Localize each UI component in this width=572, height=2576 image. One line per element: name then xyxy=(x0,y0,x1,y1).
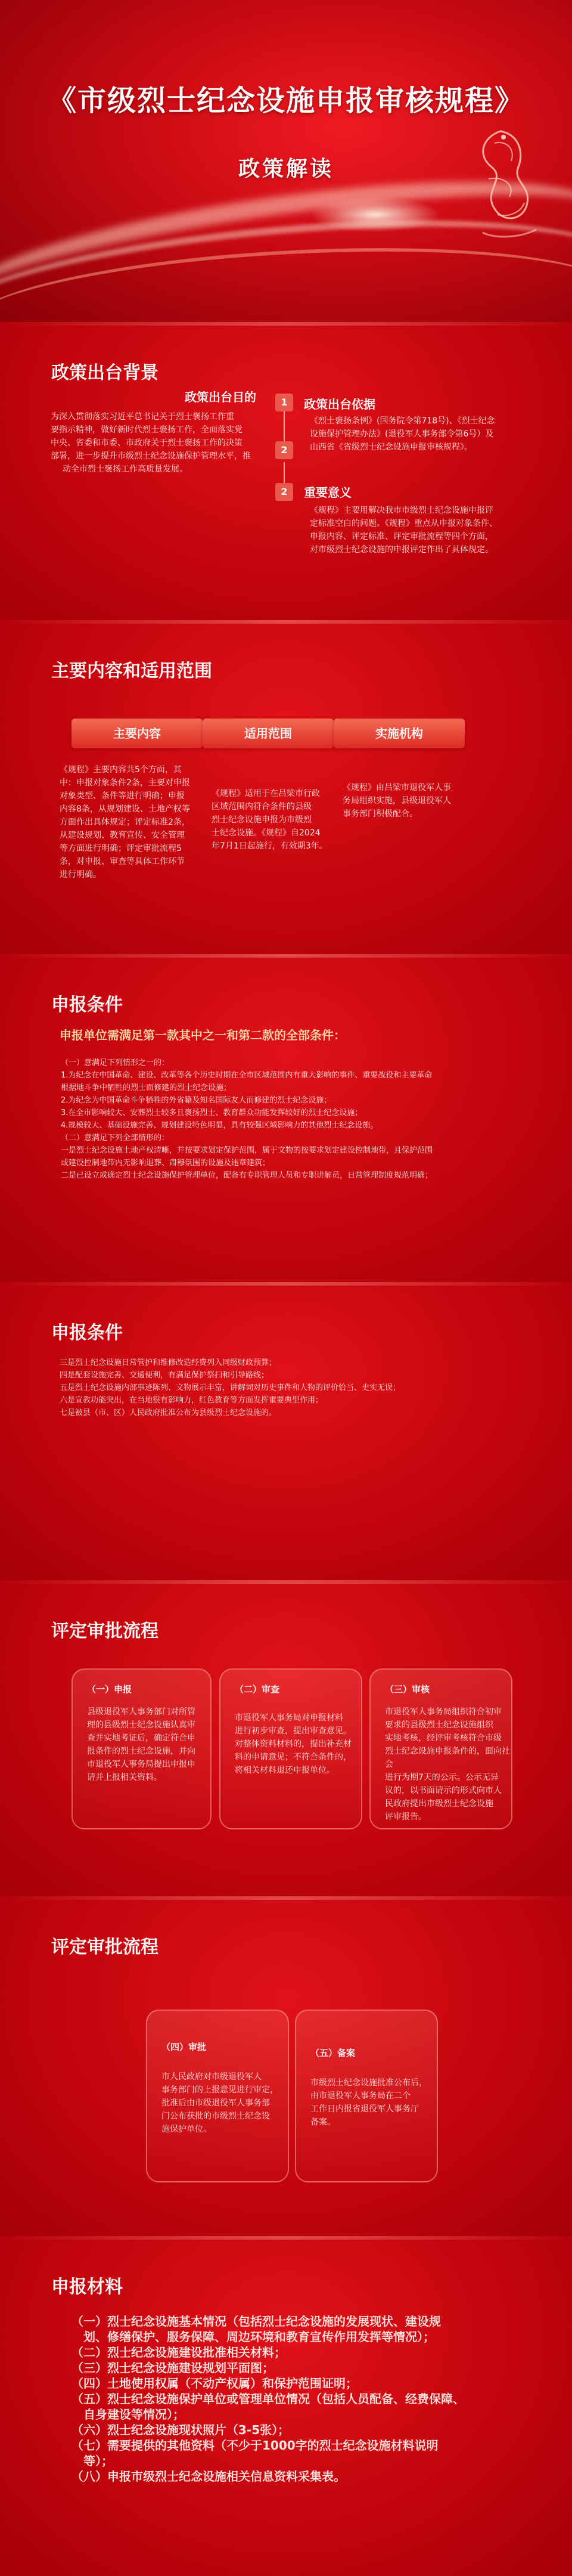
timeline-number: 2 xyxy=(275,483,293,501)
dragon-icon xyxy=(459,119,548,250)
card-title: （五）备案 xyxy=(310,2048,356,2058)
timeline-number: 2 xyxy=(275,441,293,459)
page-subtitle: 政策解读 xyxy=(238,156,334,181)
card-text: 市退役军人事务局组织符合初审 要求的县级烈士纪念设施组织 实地考核，经评审考核符合市级 烈士纪念设施申报条件的，面向社会 进行为期7天的公示。公示无异 议的，以书面请示的形式向市人 民政府提出市级烈士纪念设施 评审报告。 xyxy=(385,1707,510,1822)
card-text: 市退役军人事务局对申报材料 进行初步审查，提出审查意见。 对整体资料材料的，提出补充材 料的申请意见；不符合条件的， 将相关材料退还申报单位。 xyxy=(235,1713,352,1775)
conditions-list: 三是烈士纪念设施日常管护和维修改造经费列入同级财政预算； 四是配套设施完善、交通便利，有满足保护祭扫和引导路线； 五是烈士纪念设施内部事迹陈列、文物展示丰富，讲解词对历史事件和人物的评价恰当、史实无误； 六是宣教功能突出，在当地很有影响力，红色教育等方面发挥重要典型作用； 七是被县（市、区）人民政府批准公布为县级烈士纪念设施的。 xyxy=(60,1358,401,1417)
decorative-glow xyxy=(310,197,441,233)
section-background xyxy=(0,322,572,620)
basis-text: 《烈士褒扬条例》(国务院令第718号)、《烈士纪念 设施保护管理办法》(退役军人事务部令第6号）及 山西省《省级烈士纪念设施申报审核规程》。 xyxy=(310,416,495,452)
tab-main-content: 主要内容 xyxy=(72,719,203,748)
section-title: 评定审批流程 xyxy=(51,1937,158,1958)
section-scope xyxy=(0,620,572,954)
card-text: 市级烈士纪念设施批准公布后， 由市退役军人事务局在二个 工作日内报省退役军人事务厅 备案。 xyxy=(310,2078,427,2127)
main-content-text: 《规程》主要内容共5个方面，其 中：申报对象条件2条，主要对申报 对象类型、条件等进行明确；申报 内容8条，从规划建设、土地产权等 方面作出具体规定；评定标准2条， 从建设规划、教育宣传、安全管理 等方面进行明确；评定审批流程5 条，对申报、审查等具体工作环节 进行明确。 xyxy=(60,765,190,880)
hero-banner xyxy=(0,0,572,322)
card-title: （一）申报 xyxy=(87,1684,132,1695)
card-title: （三）审核 xyxy=(385,1684,430,1695)
section-title: 申报材料 xyxy=(51,2277,123,2298)
materials-list: （一）烈士纪念设施基本情况（包括烈士纪念设施的发展现状、建设规 划、修缮保护、服务保障、周边环境和教育宣传作用发挥等情况）； （二）烈士纪念设施建设批准相关材料； （三）烈士纪念设施建设规划平面图； （四）土地使用权属（不动产权属）和保护范围证明； （五）烈士纪念设施保护单位或管理单位情况（包括人员配备、经费保障、 自身建设等情况）； （六）烈士纪念设施现状照片（3-5张）； （七）需要提供的其他资料（不少于1000字的烈士纪念设施材料说明 等）； （八）申报市级烈士纪念设施相关信息资料采集表。 xyxy=(72,2314,465,2484)
purpose-title: 政策出台目的 xyxy=(185,390,256,404)
card-title: （二）审查 xyxy=(235,1684,280,1695)
card-text: 县级退役军人事务部门对所管 理的县级烈士纪念设施认真审 查并实地考证后，确定符合申 报条件的烈士纪念设施，并向 市退役军人事务局提出申报申 请并上报相关资料。 xyxy=(87,1707,195,1782)
significance-text: 《规程》主要用解决我市市级烈士纪念设施申报评 定标准空白的问题。《规程》重点从申报对象条件、 申报内容、评定标准、评定审批流程等四个方面， 对市级烈士纪念设施的申报评定作出了具体规定。 xyxy=(310,506,498,555)
tab-scope: 适用范围 xyxy=(203,719,334,748)
timeline-connector xyxy=(284,411,285,441)
section-process-1 xyxy=(0,1580,572,1896)
section-process-2 xyxy=(0,1896,572,2236)
process-card-apply xyxy=(72,1668,212,1829)
tab-implementer: 实施机构 xyxy=(334,719,465,748)
process-card-approve xyxy=(146,2010,289,2182)
section-title: 申报条件 xyxy=(51,995,123,1015)
page-title: 《市级烈士纪念设施申报审核规程》 xyxy=(47,84,524,117)
conditions-list: （一）意满足下列情形之一的： 1.为纪念在中国革命、建设、改革等各个历史时期在全市区域范围内有重大影响的事件、重要战役和主要革命 根据地斗争中牺牲的烈士而修建的烈士纪念设施； 2.为纪念为中国革命斗争牺牲的外省籍及知名国际友人而修建的烈士纪念设施； 3.在全市影响较大、安葬烈士较多且褒扬烈士、教育群众功能发挥较好的烈士纪念设施； 4.规模较大、基础设施完善、规划建设特色明显，具有较强区域影响力的其他烈士纪念设施。 （二）意满足下列全部情形的： 一是烈士纪念设施土地产权清晰，并按要求划定保护范围，属于文物的按要求划定建设控制地带，且保护范围 或建设控制地带内无影响退葬、肃穆氛围的设施及违章建筑； 二是已设立或确定烈士纪念设施保护管理单位，配备有专职管理人员和专职讲解员，日常管理制度规范明确； xyxy=(61,1058,433,1180)
process-card-audit xyxy=(369,1668,512,1829)
card-title: （四）审批 xyxy=(161,2042,207,2052)
purpose-text: 为深入贯彻落实习近平总书记关于烈士褒扬工作重 要指示精神，做好新时代烈士褒扬工作，全面落实党 中央、省委和市委、市政府关于烈士褒扬工作的决策 部署，进一步提升市级烈士纪念设施保护管理水平，推 动全市烈士褒扬工作高质量发展。 xyxy=(51,412,251,474)
scope-text: 《规程》适用于在吕梁市行政 区域范围内符合条件的县级 烈士纪念设施申报为市级烈 士纪念设施。《规程》自2024 年7月1日起施行，有效期3年。 xyxy=(212,789,328,851)
implementer-text: 《规程》由吕梁市退役军人事 务局组织实施，县级退役军人 事务部门积极配合。 xyxy=(343,783,451,819)
card-text: 市人民政府对市级退役军人 事务部门的上报意见进行审定， 批准后由市级退役军人事务部 门公布获批的市级烈士纪念设 施保护单位。 xyxy=(161,2072,278,2134)
conditions-heading: 申报单位需满足第一款其中之一和第二款的全部条件： xyxy=(60,1028,346,1042)
section-title: 评定审批流程 xyxy=(51,1621,158,1642)
timeline-number: 1 xyxy=(275,394,293,411)
section-title: 主要内容和适用范围 xyxy=(51,661,212,682)
timeline-connector xyxy=(284,462,285,483)
significance-title: 重要意义 xyxy=(304,485,352,500)
process-card-filing xyxy=(295,2010,438,2182)
section-conditions-1 xyxy=(0,954,572,1282)
section-conditions-2 xyxy=(0,1282,572,1580)
basis-title: 政策出台依据 xyxy=(304,397,375,411)
section-title: 申报条件 xyxy=(51,1323,123,1343)
process-card-review xyxy=(219,1668,362,1829)
section-title: 政策出台背景 xyxy=(51,363,158,383)
section-materials xyxy=(0,2236,572,2576)
